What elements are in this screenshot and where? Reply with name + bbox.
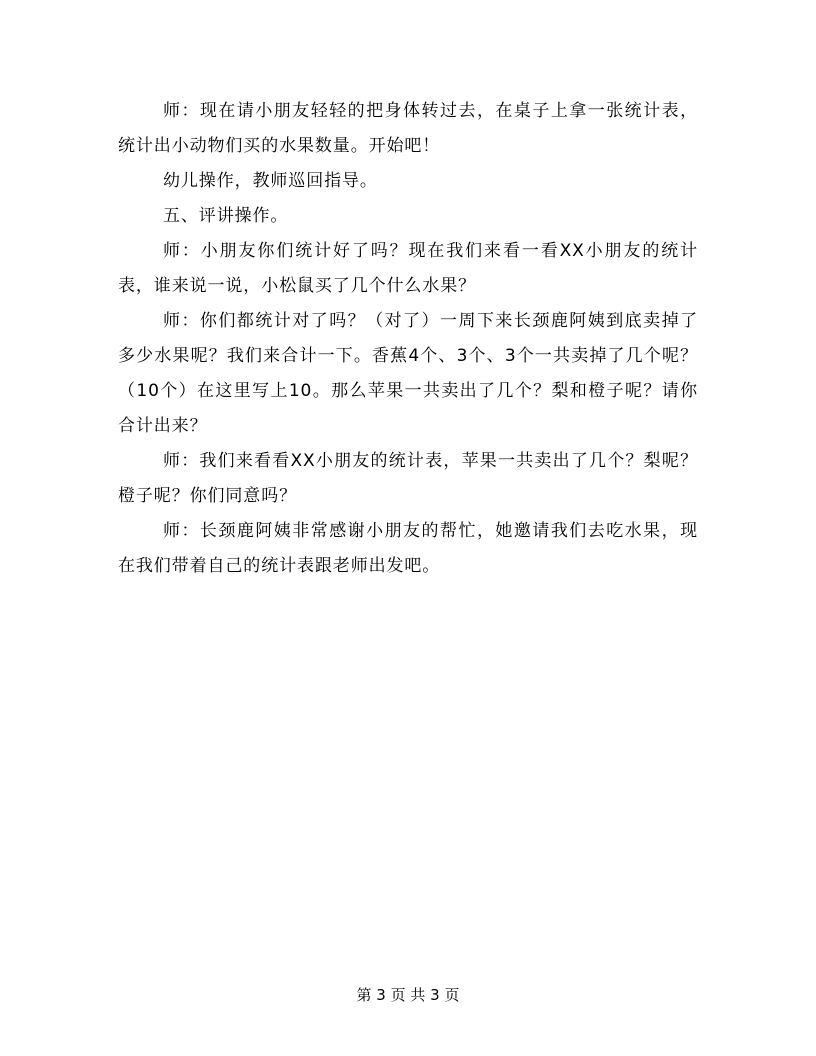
paragraph-2: 幼儿操作，教师巡回指导。 — [163, 171, 378, 191]
paragraph-7: 师：长颈鹿阿姨非常感谢小朋友的帮忙，她邀请我们去吃水果，现在我们带着自己的统计表跟老师出发吧。 — [118, 521, 698, 576]
document-body — [118, 94, 698, 584]
paragraph-6: 师：我们来看看XX小朋友的统计表，苹果一共卖出了几个？梨呢？橙子呢？你们同意吗？ — [118, 451, 698, 506]
page-footer — [0, 984, 816, 1006]
paragraph-1: 师：现在请小朋友轻轻的把身体转过去，在桌子上拿一张统计表，统计出小动物们买的水果数量。开始吧！ — [118, 101, 698, 156]
page-number-label: 第 3 页 共 3 页 — [356, 986, 460, 1004]
paragraph-5: 师：你们都统计对了吗？（对了）一周下来长颈鹿阿姨到底卖掉了多少水果呢？我们来合计一下。香蕉4个、3个、3个一共卖掉了几个呢？（10个）在这里写上10。那么苹果一共卖出了几个？梨和橙子呢？请你合计出来？ — [118, 311, 698, 436]
paragraph-4: 师：小朋友你们统计好了吗？现在我们来看一看XX小朋友的统计表，谁来说一说，小松鼠买了几个什么水果？ — [118, 241, 698, 296]
paragraph-3: 五、评讲操作。 — [163, 206, 289, 226]
